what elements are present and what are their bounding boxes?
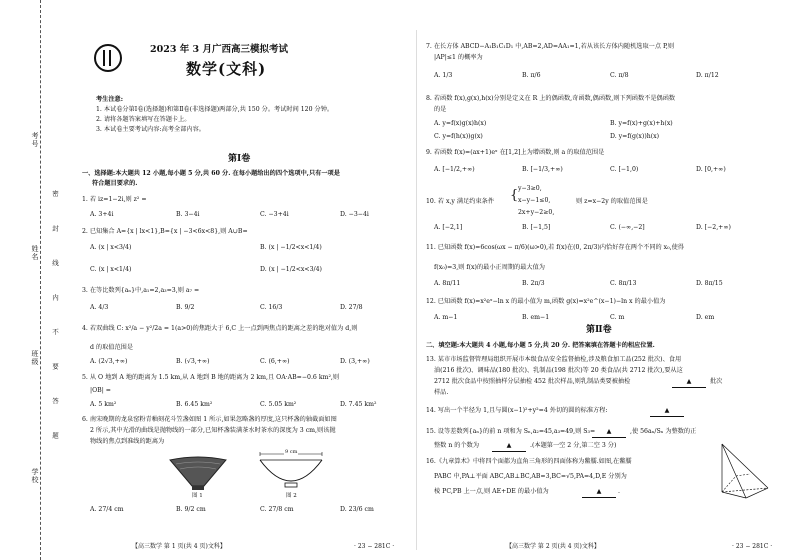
- q12-option-a: A. m−1: [434, 314, 458, 321]
- dimension-label: 9 cm: [285, 449, 298, 455]
- seal-line: [40, 0, 41, 560]
- page-1: [82, 0, 410, 560]
- binding-margin: [0, 0, 66, 560]
- q11-stem: 11. 已知函数 f(x)=6cos(ωx − π/6)(ω>0),若 f(x)在(0, 2π/3)内恰好存在两个不同的 x₀,使得: [426, 244, 684, 251]
- q16-answer-blank: ▲: [582, 488, 616, 498]
- q14-answer-blank: ▲: [650, 407, 684, 417]
- q13-line: 油(216 批次)、调味品(180 批次)、乳制品(198 批次)等 20 类食品(共 2712 批次),要从这: [434, 367, 683, 374]
- q10-option-c: C. (−∞,−2]: [610, 224, 645, 231]
- q5-stem-cont: |OB| =: [90, 387, 111, 394]
- q6-option-c: C. 27/8 cm: [260, 506, 294, 513]
- q11-option-d: D. 8π/15: [696, 280, 723, 287]
- q15-stem: 15. 设等差数列{aₙ}的前 n 项和为 Sₙ,a₂=45,a₃=49,则 S₃=: [426, 428, 596, 435]
- q13-line: 2712 批次食品中按照抽样分层抽检 452 批次样品,则乳制品类要被抽检: [434, 378, 631, 385]
- q2-option-c: C. (x | x<1/4): [90, 266, 132, 273]
- column-divider: [416, 30, 417, 550]
- q2-option-d: D. (x | −1/2<x<3/4): [260, 266, 322, 273]
- q1-option-d: D. −3−4i: [340, 211, 369, 218]
- q3-option-d: D. 27/8: [340, 304, 363, 311]
- q3-stem: 3. 在等比数列{aₙ}中,a₁=2,a₃=3,则 a₇ =: [82, 287, 200, 294]
- q12-option-b: B. em−1: [522, 314, 550, 321]
- figure-1-caption: 图 1: [192, 493, 203, 499]
- q13-line: 13. 某市市场监督管理局组织开展市本级食品安全监督抽检,涉及粮食加工品(252 批次)、食用: [426, 356, 682, 363]
- q3-option-b: B. 9/2: [176, 304, 195, 311]
- q5-option-d: D. 7.45 km²: [340, 401, 377, 408]
- q2-option-b: B. (x | −1/2<x<1/4): [260, 244, 322, 251]
- notice-title: 考生注意:: [96, 96, 124, 103]
- notice-item: 3. 本试卷主要考试内容:高考全部内容。: [96, 126, 205, 133]
- q15-stem-cont2: 整数 n 的个数为: [434, 442, 480, 449]
- footer-code-1: · 23 − 281C ·: [354, 543, 395, 550]
- q6-stem-cont: 2 所示,其中光滑的曲线是抛物线的一部分,已知杯盏装满茶水时茶水的深度为 3 cm,则该抛: [90, 427, 336, 434]
- q9-option-d: D. [0,+∞): [696, 166, 726, 173]
- q6-option-b: B. 9/2 cm: [176, 506, 206, 513]
- q7-stem: 7. 在长方体 ABCD−A₁B₁C₁D₁ 中,AB=2,AD=AA₁=1,若从该长方体内随机选取一点 P,则: [426, 43, 675, 50]
- q15-stem-cont3: .(本题第一空 2 分,第二空 3 分): [530, 442, 617, 449]
- label-kaohao: 考号: [31, 132, 39, 148]
- q1-option-b: B. 3−4i: [176, 211, 200, 218]
- q6-option-a: A. 27/4 cm: [90, 506, 124, 513]
- q10-option-b: B. [−1,5]: [522, 224, 551, 231]
- q8-stem: 8. 若函数 f(x),g(x),h(x)分别是定义在 R 上的偶函数,奇函数,偶函数,则下列函数不是偶函数: [426, 95, 676, 102]
- part1-intro: 一、选择题:本大题共 12 小题,每小题 5 分,共 60 分. 在每小题给出的四个选项中,只有一项是: [82, 170, 340, 177]
- q13-line: 批次: [710, 378, 723, 385]
- q11-option-b: B. 2π/3: [522, 280, 545, 287]
- q4-option-b: B. (√3,+∞): [176, 358, 210, 365]
- part2-intro: 二、填空题:本大题共 4 小题,每小题 5 分,共 20 分. 把答案填在答题卡的相应位置.: [426, 342, 655, 349]
- q9-option-a: A. [−1/2,+∞): [434, 166, 475, 173]
- q1-option-c: C. −3+4i: [260, 211, 289, 218]
- q4-option-a: A. (2√3,+∞): [90, 358, 128, 365]
- part1-title: 第Ⅰ卷: [228, 154, 251, 164]
- footer-page-2: 【高三数学 第 2 页(共 4 页)文科】: [506, 543, 600, 550]
- q11-stem-cont: f(x₀)=3,则 f(x)的最小正周期的最大值为: [434, 264, 545, 271]
- q12-stem: 12. 已知函数 f(x)=x²eˣ−ln x 的最小值为 m,函数 g(x)=x²e^(x−1)−ln x 的最小值为: [426, 298, 666, 305]
- constraint-brace: {: [510, 188, 519, 203]
- q2-option-a: A. (x | x<3/4): [90, 244, 132, 251]
- q12-option-d: D. em: [696, 314, 715, 321]
- q13-answer-blank: ▲: [672, 378, 706, 388]
- footer-page-1: 【高三数学 第 1 页(共 4 页)文科】: [132, 543, 226, 550]
- q14-stem: 14. 写出一个半径为 1,且与圆(x−1)²+y²=4 外切的圆的标准方程:: [426, 407, 608, 414]
- q5-option-a: A. 5 km²: [90, 401, 117, 408]
- figure-2-caption: 图 2: [286, 493, 297, 499]
- label-xingming: 姓名: [31, 245, 39, 261]
- q4-stem: 4. 若双曲线 C: x²/a − y²/2a = 1(a>0)的焦距大于 6,C 上一点到两焦点的距离之差的绝对值为 d,则: [82, 325, 358, 332]
- q5-stem: 5. 从 O 地到 A 地的距离为 1.5 km,从 A 地到 B 地的距离为 2 km,且 OA·AB=−0.6 km²,则: [82, 374, 340, 381]
- q2-stem: 2. 已知集合 A={x | lx<1},B={x | −3<6x<8},则 A∪B=: [82, 228, 248, 235]
- q16-line: PABC 中,PA⊥平面 ABC,AB⊥BC,AB=3,BC=√5,PA=4,D,E 分别为: [434, 473, 627, 480]
- q15-stem-cont: ,使 56aₙ/Sₙ 为整数的正: [630, 428, 697, 435]
- bowl-cross-section-diagram: [254, 450, 328, 498]
- part1-intro-cont: 符合题目要求的.: [92, 180, 138, 187]
- q10-stem-cont: 则 z=x−2y 的取值范围是: [576, 198, 648, 205]
- exam-subject: 数学(文科): [186, 60, 267, 78]
- q10-constraint-3: 2x+y−2≥0,: [518, 209, 555, 216]
- q13-line: 样品.: [434, 389, 449, 396]
- q9-option-b: B. [−1/3,+∞): [522, 166, 563, 173]
- q9-option-c: C. [−1,0): [610, 166, 639, 173]
- q15-answer-blank-2: ▲: [492, 442, 526, 452]
- part2-title: 第Ⅱ卷: [586, 325, 612, 335]
- q8-option-b: B. y=f(x)+g(x)+h(x): [610, 120, 673, 127]
- q6-stem-cont2: 物线的焦点到准线的距离为: [90, 438, 165, 445]
- q1-stem: 1. 若 iz=1−2i,则 z² =: [82, 196, 147, 203]
- q8-stem-cont: 的是: [434, 106, 447, 113]
- q7-stem-cont: |AP|≤1 的概率为: [434, 54, 483, 61]
- label-xuexiao: 学校: [31, 468, 39, 484]
- q16-line-end: .: [618, 488, 620, 495]
- notice-item: 2. 请将各题答案填写在答题卡上。: [96, 116, 191, 123]
- q9-stem: 9. 若函数 f(x)=(ax+1)eˣ 在[1,2]上为增函数,则 a 的取值范围是: [426, 149, 605, 156]
- q7-option-c: C. π/8: [610, 72, 629, 79]
- q6-option-d: D. 23/6 cm: [340, 506, 374, 513]
- q8-option-a: A. y=f(x)g(x)h(x): [434, 120, 487, 127]
- q10-option-d: D. [−2,+∞): [696, 224, 731, 231]
- q10-constraint-1: y−3≥0,: [518, 185, 542, 192]
- q3-option-c: C. 16/3: [260, 304, 283, 311]
- q4-stem-cont: d 的取值范围是: [90, 344, 134, 351]
- q10-stem: 10. 若 x,y 满足约束条件: [426, 198, 495, 205]
- page-2: [426, 0, 786, 560]
- q5-option-b: B. 6.45 km²: [176, 401, 213, 408]
- q6-stem: 6. 南宋晚期的龙泉窑粉青釉刻花斗笠盏如图 1 所示,如果忽略盏的厚度,这只杯盏的轴截面如图: [82, 416, 337, 423]
- q16-line: 棱 PC,PB 上一点,则 AE+DE 的最小值为: [434, 488, 549, 495]
- q5-option-c: C. 5.05 km²: [260, 401, 297, 408]
- q11-option-a: A. 8π/11: [434, 280, 461, 287]
- q1-option-a: A. 3+4i: [90, 211, 114, 218]
- footer-code-2: · 23 − 281C ·: [732, 543, 773, 550]
- q15-answer-blank-1: ▲: [592, 428, 626, 438]
- label-banji: 班级: [31, 350, 39, 366]
- q8-option-c: C. y=f(h(x))g(x): [434, 133, 483, 140]
- q3-option-a: A. 4/3: [90, 304, 109, 311]
- q8-option-d: D. y=f(g(x))h(x): [610, 133, 660, 140]
- q4-option-d: D. (3,+∞): [340, 358, 370, 365]
- seal-text: 密 封 线 内 不 要 答 题: [51, 190, 59, 452]
- notice-item: 1. 本试卷分第Ⅰ卷(选择题)和第Ⅱ卷(非选择题)两部分,共 150 分。考试时间 120 分钟。: [96, 106, 334, 113]
- q11-option-c: C. 8π/13: [610, 280, 637, 287]
- tetrahedron-diagram: [712, 440, 780, 502]
- q7-option-b: B. π/6: [522, 72, 541, 79]
- exam-title: 2023 年 3 月广西高三模拟考试: [150, 44, 288, 55]
- q10-constraint-2: x−y−1≤0,: [518, 197, 551, 204]
- q7-option-a: A. 1/3: [434, 72, 453, 79]
- q7-option-d: D. π/12: [696, 72, 719, 79]
- q4-option-c: C. (6,+∞): [260, 358, 290, 365]
- q10-option-a: A. [−2,1]: [434, 224, 463, 231]
- q16-line: 16.《九章算术》中将四个面都为直角三角形的四面体称为鳖臑.如图,在鳖臑: [426, 458, 632, 465]
- q12-option-c: C. m: [610, 314, 625, 321]
